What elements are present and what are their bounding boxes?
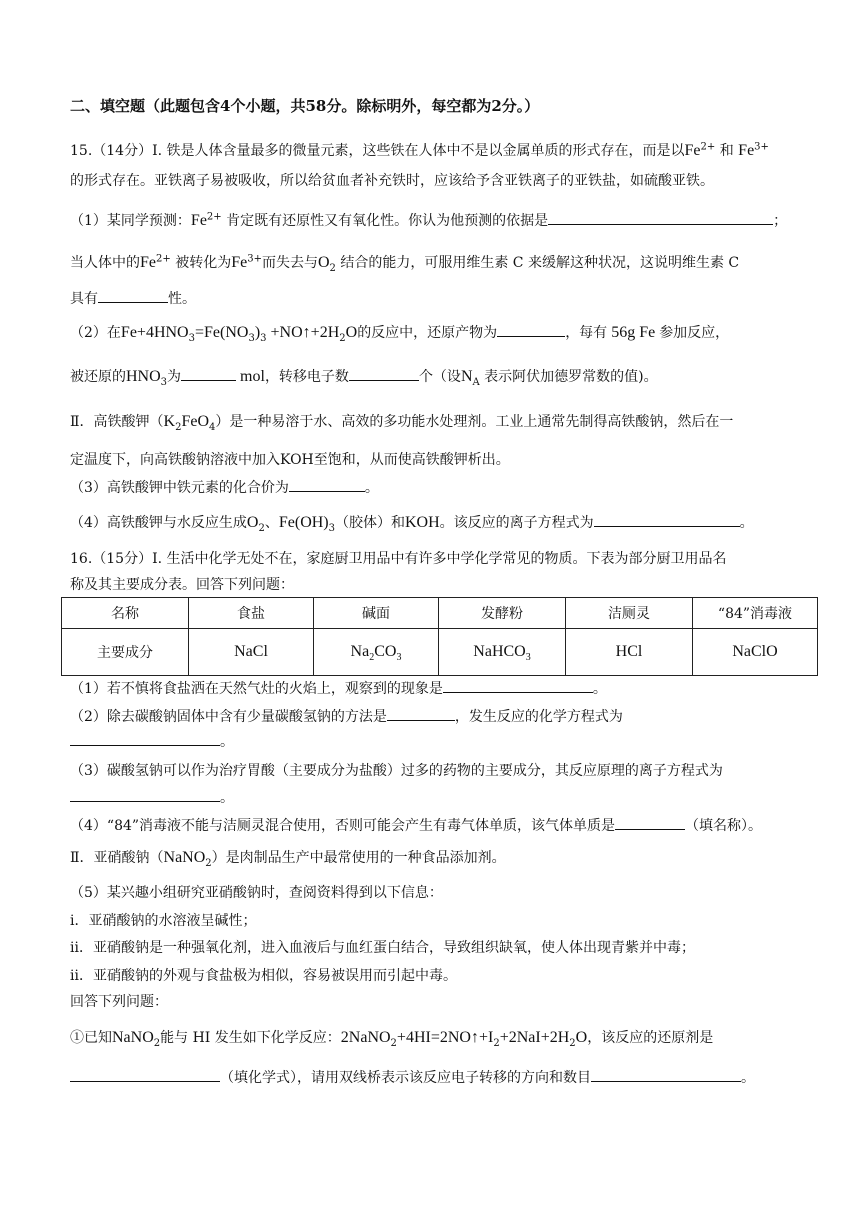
q16-intro-line2: 称及其主要成分表。回答下列问题： xyxy=(70,577,294,593)
q16-part2-line2: 。 xyxy=(70,731,792,752)
answer-blank[interactable] xyxy=(497,322,565,337)
q16-part4: （4）“84”消毒液不能与洁厕灵混合使用，否则可能会产生有毒气体单质，该气体单质是 （填名称）。 xyxy=(70,815,792,836)
table-header-cell: 碱面 xyxy=(314,598,439,629)
q16-part3-line2: 。 xyxy=(70,787,792,808)
q16-part3-line1: （3）碳酸氢钠可以作为治疗胃酸（主要成分为盐酸）过多的药物的主要成分，其反应原理的离子方程式为 xyxy=(70,763,723,779)
q16-part1: （1）若不慎将食盐洒在天然气灶的火焰上，观察到的现象是 。 xyxy=(70,678,792,699)
household-products-table xyxy=(61,597,818,676)
info-item: ⅱ．亚硝酸钠是一种强氧化剂，进入血液后与血红蛋白结合，导致组织缺氧，使人体出现青紫并中毒； xyxy=(70,940,695,956)
q15-intro-line1: 15.（14分）I. 铁是人体含量最多的微量元素，这些铁在人体中不是以金属单质的形式存在，而是以$Fe^{2+}$ 和 $Fe^{3+}$ xyxy=(70,141,769,159)
answer-blank[interactable] xyxy=(349,366,419,381)
info-item: ⅱ．亚硝酸钠的外观与食盐极为相似，容易被误用而引起中毒。 xyxy=(70,968,457,984)
q16-part5: （5）某兴趣小组研究亚硝酸钠时，查阅资料得到以下信息： xyxy=(70,885,443,901)
q15-part3: （3）高铁酸钾中铁元素的化合价为 。 xyxy=(70,477,792,498)
answer-blank[interactable] xyxy=(70,731,220,746)
answer-blank[interactable] xyxy=(70,787,220,802)
answer-blank[interactable] xyxy=(594,512,740,527)
answer-blank[interactable] xyxy=(289,477,365,492)
answer-blank[interactable] xyxy=(548,210,773,225)
table-cell: NaHCO$_3$ xyxy=(439,629,566,676)
table-row xyxy=(62,629,818,676)
answer-blank[interactable] xyxy=(615,815,685,830)
answer-blank[interactable] xyxy=(70,1067,220,1082)
table-header-row xyxy=(62,598,818,629)
table-header-cell: “84”消毒液 xyxy=(693,598,818,629)
table-row-label: 主要成分 xyxy=(62,629,189,676)
answer-blank[interactable] xyxy=(387,706,455,721)
q15-part4: （4）高铁酸钾与水反应生成$O_2$、$Fe(OH)_3$（胶体）和KOH。该反应的离子方程式为 。 xyxy=(70,514,754,534)
q15-partII-line2: 定温度下，向高铁酸钠溶液中加入KOH至饱和，从而使高铁酸钾析出。 xyxy=(70,452,510,468)
q15-part2-line1: （2）在$Fe+4HNO_3=Fe(NO_3)_3$ $+NO↑+2H_2O$的反应中，还原产物为 ，每有 56g Fe 参加反应， xyxy=(70,324,730,344)
table-header-cell: 发酵粉 xyxy=(439,598,566,629)
q16-sub1-line1: ①已知NaNO$_2$能与 HI 发生如下化学反应：$2NaNO_2+4HI=2NO↑+I_2+2NaI+2H_2O$，该反应的还原剂是 xyxy=(70,1029,714,1049)
section-title: 二、填空题（此题包含4个小题，共58分。除标明外，每空都为2分。） xyxy=(70,97,540,115)
q16-partII: Ⅱ．亚硝酸钠（NaNO$_2$）是肉制品生产中最常使用的一种食品添加剂。 xyxy=(70,849,506,869)
q15-intro-line2: 的形式存在。亚铁离子易被吸收，所以给贫血者补充铁时，应该给予含亚铁离子的亚铁盐，如硫酸亚铁。 xyxy=(70,173,714,189)
table-header-cell: 洁厕灵 xyxy=(566,598,693,629)
info-item: ⅰ．亚硝酸钠的水溶液呈碱性； xyxy=(70,913,257,929)
table-header-cell: 名称 xyxy=(62,598,189,629)
answer-blank[interactable] xyxy=(443,678,593,693)
q15-part2-line2: 被还原的$HNO_3$为 mol，转移电子数 个（设$N_A$ 表示阿伏加德罗常数的值)。 xyxy=(70,368,658,388)
q16-sub1-line2: （填化学式），请用双线桥表示该反应电子转移的方向和数目 。 xyxy=(70,1067,792,1088)
table-cell: NaClO xyxy=(693,629,818,676)
answer-blank[interactable] xyxy=(181,366,236,381)
answer-prompt: 回答下列问题： xyxy=(70,994,168,1010)
answer-blank[interactable] xyxy=(98,288,168,303)
q16-intro-line1: 16.（15分）I. 生活中化学无处不在，家庭厨卫用品中有许多中学化学常见的物质。下表为部分厨卫用品名 xyxy=(70,551,727,567)
table-header-cell: 食盐 xyxy=(189,598,314,629)
q16-part2-line1: （2）除去碳酸钠固体中含有少量碳酸氢钠的方法是 ，发生反应的化学方程式为 xyxy=(70,706,792,727)
q15-partII-line1: Ⅱ．高铁酸钾$(K_2FeO_4)$是一种易溶于水、高效的多功能水处理剂。工业上通常先制得高铁酸钠，然后在一 xyxy=(70,413,734,433)
table-cell: NaCl xyxy=(189,629,314,676)
table-cell: $Na_2CO_3$ xyxy=(314,629,439,676)
q15-part1-line3: 具有 性。 xyxy=(70,288,792,309)
table-cell: HCl xyxy=(566,629,693,676)
q15-part1-line1: （1）某同学预测：$Fe^{2+}$ 肯定既有还原性又有氧化性。你认为他预测的依据是 ； xyxy=(70,211,788,229)
q15-part1-line2: 当人体中的$Fe^{2+}$ 被转化为$Fe^{3+}$而失去与$O_2$ 结合的能力，可服用维生素 C 来缓解这种状况，这说明维生素 C xyxy=(70,253,740,274)
answer-blank[interactable] xyxy=(591,1067,741,1082)
